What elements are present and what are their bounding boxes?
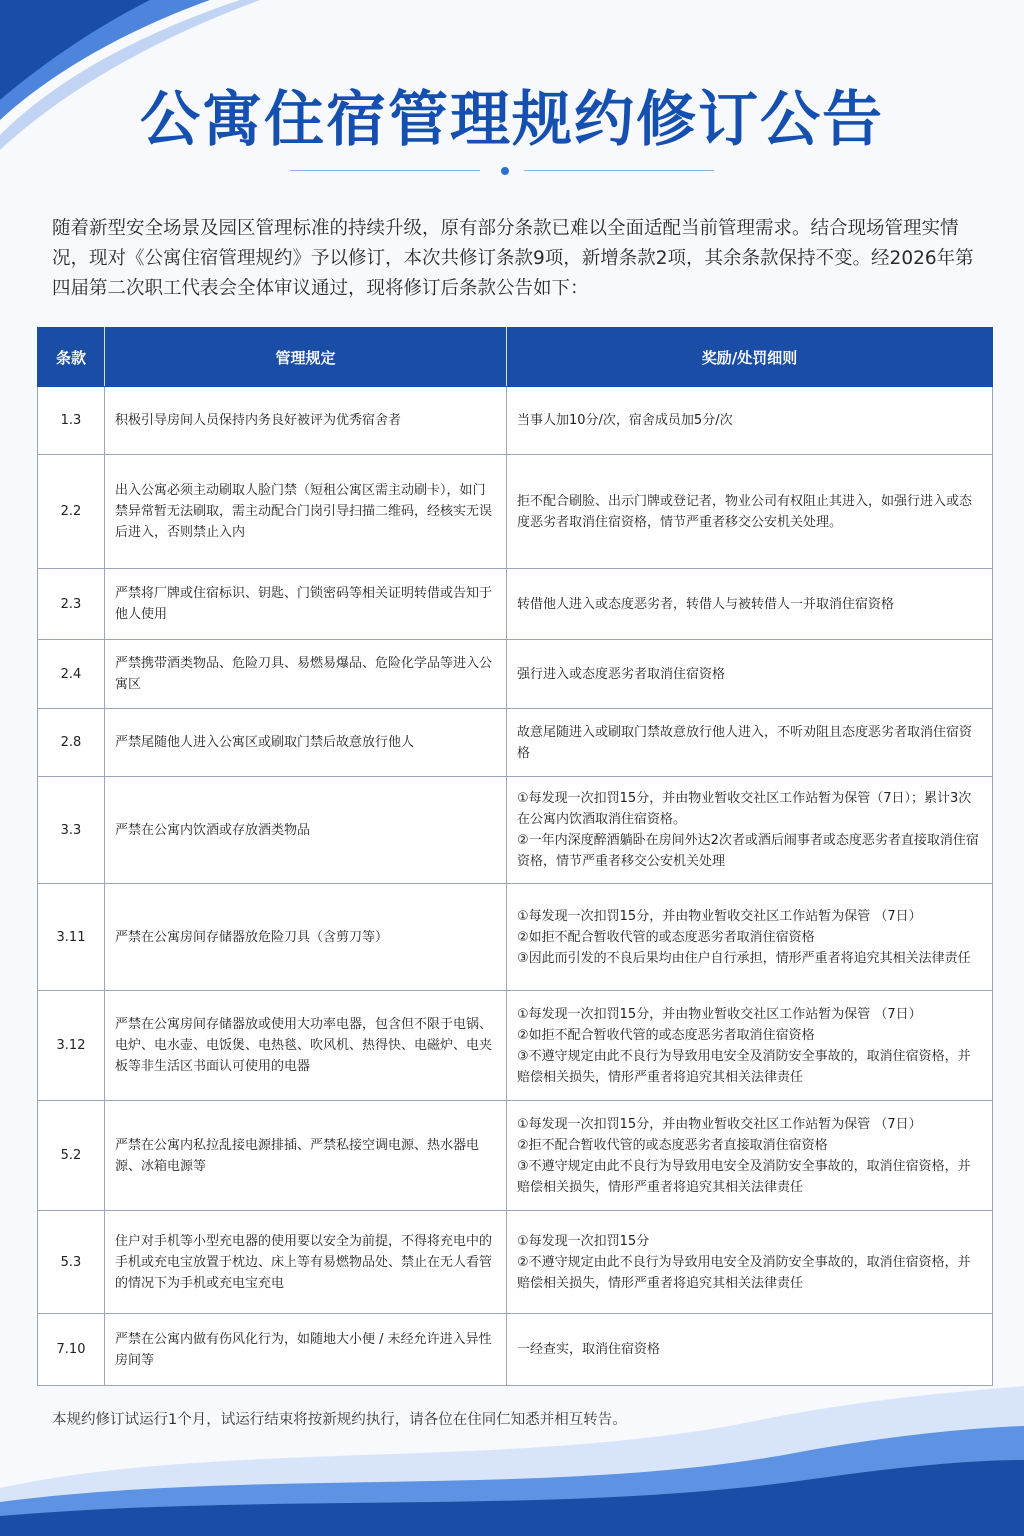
table-row: [38, 884, 993, 991]
clause-rule: 严禁将厂牌或住宿标识、钥匙、门锁密码等相关证明转借或告知于他人使用: [105, 569, 507, 640]
clause-rule: 严禁携带酒类物品、危险刀具、易燃易爆品、危险化学品等进入公寓区: [105, 640, 507, 709]
clause-code: 1.3: [38, 387, 105, 455]
table-header-row: [38, 328, 993, 387]
clause-penalty: 故意尾随进入或刷取门禁故意放行他人进入，不听劝阻且态度恶劣者取消住宿资格: [507, 709, 993, 777]
clause-penalty: 强行进入或态度恶劣者取消住宿资格: [507, 640, 993, 709]
table-row: [38, 1101, 993, 1211]
clause-penalty: 转借他人进入或态度恶劣者，转借人与被转借人一并取消住宿资格: [507, 569, 993, 640]
header-penalty: 奖励/处罚细则: [507, 328, 993, 387]
clause-code: 3.12: [38, 991, 105, 1101]
clause-penalty: ①每发现一次扣罚15分 ②不遵守规定由此不良行为导致用电安全及消防安全事故的，取消住宿资格，并赔偿相关损失，情形严重者将追究其相关法律责任: [507, 1211, 993, 1314]
divider-line-left: [290, 170, 480, 171]
clause-penalty: ①每发现一次扣罚15分，并由物业暂收交社区工作站暂为保管 （7日） ②如拒不配合暂收代管的或态度恶劣者取消住宿资格 ③不遵守规定由此不良行为导致用电安全及消防安全事故的，取消住宿资格，并赔偿相关损失，情形严重者将追究其相关法律责任: [507, 991, 993, 1101]
clause-rule: 严禁在公寓内做有伤风化行为，如随地大小便 / 未经允许进入异性房间等: [105, 1314, 507, 1386]
rules-table: [37, 327, 993, 1386]
table-row: [38, 1314, 993, 1386]
header-code: 条款: [38, 328, 105, 387]
table-row: [38, 387, 993, 455]
table-row: [38, 455, 993, 569]
table-row: [38, 709, 993, 777]
clause-penalty: 一经查实，取消住宿资格: [507, 1314, 993, 1386]
clause-penalty: ①每发现一次扣罚15分，并由物业暂收交社区工作站暂为保管（7日）；累计3次在公寓内饮酒取消住宿资格。 ②一年内深度醉酒躺卧在房间外达2次者或酒后闹事者或态度恶劣者直接取消住宿资格，情节严重者移交公安机关处理: [507, 777, 993, 884]
clause-code: 2.3: [38, 569, 105, 640]
clause-rule: 严禁尾随他人进入公寓区或刷取门禁后故意放行他人: [105, 709, 507, 777]
clause-rule: 严禁在公寓内饮酒或存放酒类物品: [105, 777, 507, 884]
clause-code: 7.10: [38, 1314, 105, 1386]
clause-rule: 出入公寓必须主动刷取人脸门禁（短租公寓区需主动刷卡），如门禁异常暂无法刷取，需主动配合门岗引导扫描二维码，经核实无误后进入，否则禁止入内: [105, 455, 507, 569]
table-row: [38, 640, 993, 709]
clause-code: 2.2: [38, 455, 105, 569]
clause-rule: 住户对手机等小型充电器的使用要以安全为前提，不得将充电中的手机或充电宝放置于枕边、床上等有易燃物品处、禁止在无人看管的情况下为手机或充电宝充电: [105, 1211, 507, 1314]
clause-code: 5.3: [38, 1211, 105, 1314]
table-row: [38, 777, 993, 884]
clause-penalty: 当事人加10分/次，宿舍成员加5分/次: [507, 387, 993, 455]
clause-code: 3.3: [38, 777, 105, 884]
clause-code: 2.8: [38, 709, 105, 777]
table-row: [38, 569, 993, 640]
clause-rule: 严禁在公寓房间存储器放或使用大功率电器，包含但不限于电锅、电炉、电水壶、电饭煲、电热毯、吹风机、热得快、电磁炉、电夹板等非生活区书面认可使用的电器: [105, 991, 507, 1101]
clause-code: 3.11: [38, 884, 105, 991]
page-title: 公寓住宿管理规约修订公告: [140, 85, 884, 155]
divider-line-right: [524, 170, 714, 171]
clause-rule: 严禁在公寓内私拉乱接电源排插、严禁私接空调电源、热水器电源、冰箱电源等: [105, 1101, 507, 1211]
clause-code: 2.4: [38, 640, 105, 709]
clause-rule: 严禁在公寓房间存储器放危险刀具（含剪刀等）: [105, 884, 507, 991]
divider-dot: [501, 167, 509, 175]
clause-penalty: ①每发现一次扣罚15分，并由物业暂收交社区工作站暂为保管 （7日） ②拒不配合暂收代管的或态度恶劣者直接取消住宿资格 ③不遵守规定由此不良行为导致用电安全及消防安全事故的，取消住宿资格，并赔偿相关损失，情形严重者将追究其相关法律责任: [507, 1101, 993, 1211]
header-rule: 管理规定: [105, 328, 507, 387]
table-row: [38, 1211, 993, 1314]
clause-penalty: ①每发现一次扣罚15分，并由物业暂收交社区工作站暂为保管 （7日） ②如拒不配合暂收代管的或态度恶劣者取消住宿资格 ③因此而引发的不良后果均由住户自行承担，情形严重者将追究其相关法律责任: [507, 884, 993, 991]
clause-code: 5.2: [38, 1101, 105, 1211]
footer-note: 本规约修订试运行1个月，试运行结束将按新规约执行，请各位在住同仁知悉并相互转告。: [52, 1412, 627, 1428]
table-row: [38, 991, 993, 1101]
title-divider: [0, 166, 1024, 176]
clause-rule: 积极引导房间人员保持内务良好被评为优秀宿舍者: [105, 387, 507, 455]
intro-paragraph: 随着新型安全场景及园区管理标准的持续升级，原有部分条款已难以全面适配当前管理需求。结合现场管理实情况，现对《公寓住宿管理规约》予以修订，本次共修订条款9项，新增条款2项，其余条款保持不变。经2026年第四届第二次职工代表会全体审议通过，现将修订后条款公告如下：: [52, 218, 974, 299]
clause-penalty: 拒不配合刷脸、出示门牌或登记者，物业公司有权阻止其进入，如强行进入或态度恶劣者取消住宿资格，情节严重者移交公安机关处理。: [507, 455, 993, 569]
